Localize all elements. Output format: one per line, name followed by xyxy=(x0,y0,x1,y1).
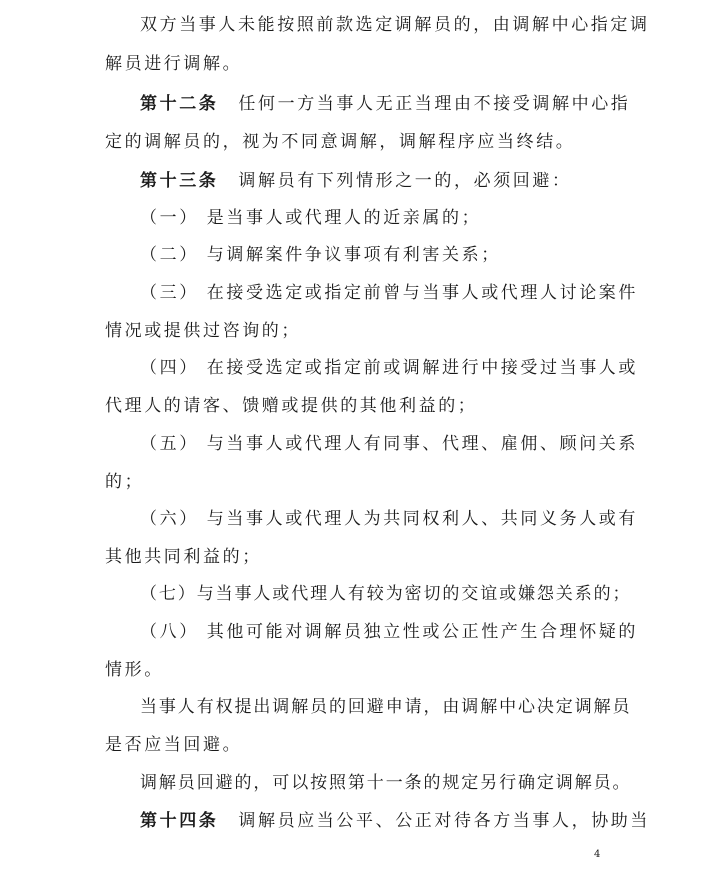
list-item-2 xyxy=(140,244,501,266)
paragraph-line xyxy=(105,131,575,153)
line-text: （八） 其他可能对调解员独立性或公正性产生合理怀疑的 xyxy=(140,622,639,642)
list-item-3 xyxy=(140,282,638,304)
line-text: 解员进行调解。 xyxy=(105,54,243,74)
line-text: 调解员应当公平、公正对待各方当事人，协助当 xyxy=(238,811,651,831)
line-text: 任何一方当事人无正当理由不接受调解中心指 xyxy=(238,94,631,114)
line-text: 的； xyxy=(105,472,145,492)
list-item-6 xyxy=(140,508,638,530)
line-text: 调解员回避的，可以按照第十一条的规定另行确定调解员。 xyxy=(140,773,632,793)
line-text: 情形。 xyxy=(105,660,164,680)
line-text: 其他共同利益的； xyxy=(105,547,262,567)
paragraph-line xyxy=(140,14,650,36)
line-text: （五） 与当事人或代理人有同事、代理、雇佣、顾问关系 xyxy=(140,434,639,454)
paragraph-line xyxy=(105,53,242,75)
article-14-line xyxy=(140,810,650,832)
line-text: （二） 与调解案件争议事项有利害关系； xyxy=(140,245,501,265)
article-12-line xyxy=(140,93,630,115)
line-text: 定的调解员的，视为不同意调解，调解程序应当终结。 xyxy=(105,132,576,152)
paragraph-line xyxy=(140,696,631,718)
paragraph-line xyxy=(105,659,164,681)
line-text: 当事人有权提出调解员的回避申请，由调解中心决定调解员 xyxy=(140,697,632,717)
line-text: （四） 在接受选定或指定前或调解进行中接受过当事人或 xyxy=(140,358,639,378)
paragraph-line xyxy=(140,772,631,794)
list-item-1 xyxy=(140,207,481,229)
line-text: 代理人的请客、馈赠或提供的其他利益的； xyxy=(105,396,478,416)
line-text: 双方当事人未能按照前款选定调解员的，由调解中心指定调 xyxy=(140,15,650,35)
list-item-5 xyxy=(140,433,638,455)
paragraph-line xyxy=(105,546,262,568)
article-label: 第十二条 xyxy=(140,94,219,114)
page-number: 4 xyxy=(594,849,601,860)
article-13-line xyxy=(140,170,572,192)
line-text: 是否应当回避。 xyxy=(105,735,243,755)
article-label: 第十三条 xyxy=(140,171,219,191)
list-item-7 xyxy=(140,583,631,605)
paragraph-line xyxy=(105,471,144,493)
line-text: （一） 是当事人或代理人的近亲属的； xyxy=(140,208,482,228)
list-item-8 xyxy=(140,621,638,643)
paragraph-line xyxy=(105,320,301,342)
paragraph-line xyxy=(105,734,242,756)
line-text: （七）与当事人或代理人有较为密切的交谊或嫌怨关系的； xyxy=(140,584,632,604)
line-text: 情况或提供过咨询的； xyxy=(105,321,301,341)
line-text: （六） 与当事人或代理人为共同权利人、共同义务人或有 xyxy=(140,509,639,529)
list-item-4 xyxy=(140,357,638,379)
line-text: 调解员有下列情形之一的，必须回避： xyxy=(238,171,572,191)
article-label: 第十四条 xyxy=(140,811,219,831)
paragraph-line xyxy=(105,395,477,417)
line-text: （三） 在接受选定或指定前曾与当事人或代理人讨论案件 xyxy=(140,283,639,303)
